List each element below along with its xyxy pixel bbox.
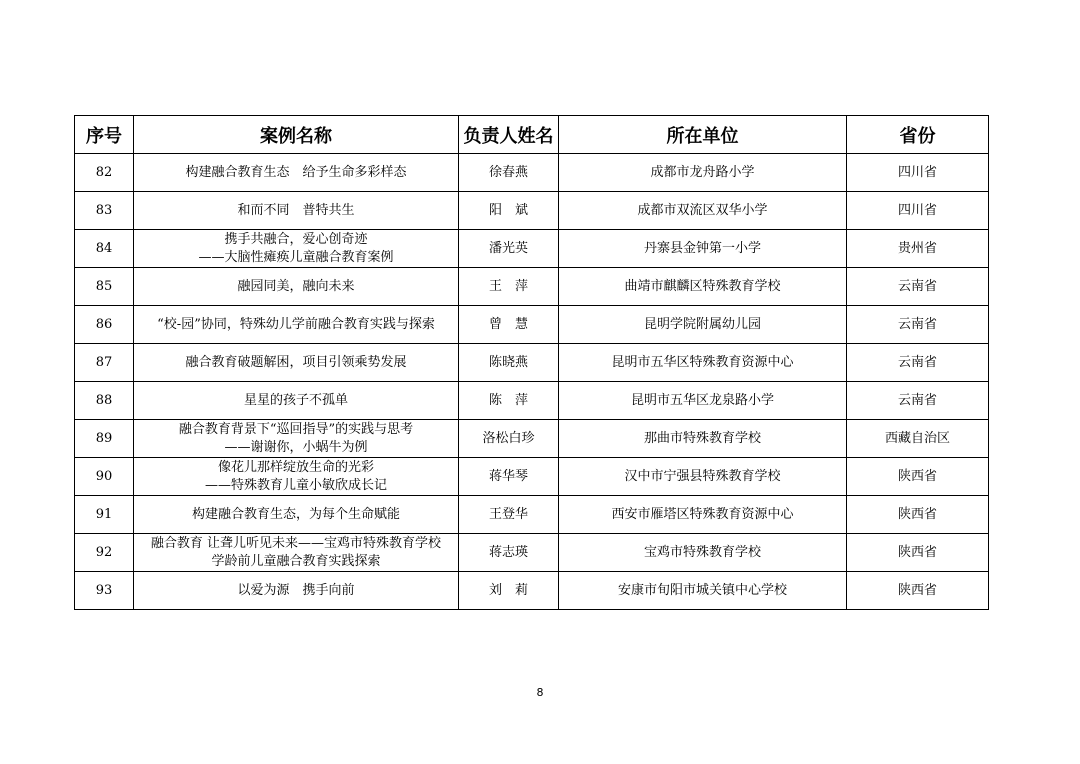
cell-unit: 成都市双流区双华小学	[559, 192, 847, 230]
cell-unit: 昆明市五华区龙泉路小学	[559, 382, 847, 420]
cell-leader: 蒋华琴	[459, 458, 559, 496]
cell-index: 91	[75, 496, 134, 534]
cell-unit: 曲靖市麒麟区特殊教育学校	[559, 268, 847, 306]
cell-unit: 成都市龙舟路小学	[559, 154, 847, 192]
cell-case-name	[134, 154, 459, 192]
cell-province: 云南省	[847, 306, 989, 344]
table-row	[75, 420, 989, 458]
header-unit: 所在单位	[559, 116, 847, 154]
cell-province: 陕西省	[847, 572, 989, 610]
cell-unit: 安康市旬阳市城关镇中心学校	[559, 572, 847, 610]
case-name-line: ——谢谢你，小蜗牛为例	[224, 439, 368, 455]
table-row	[75, 268, 989, 306]
cell-province: 西藏自治区	[847, 420, 989, 458]
cell-leader: 曾 慧	[459, 306, 559, 344]
cell-case-name	[134, 230, 459, 268]
cell-leader: 陈 萍	[459, 382, 559, 420]
cell-case-name	[134, 420, 459, 458]
case-name-line: 星星的孩子不孤单	[243, 392, 348, 408]
cell-leader: 徐春燕	[459, 154, 559, 192]
cell-unit: 丹寨县金钟第一小学	[559, 230, 847, 268]
case-name-line: 融合教育破题解困，项目引领乘势发展	[185, 354, 407, 370]
cell-index: 83	[75, 192, 134, 230]
cell-unit: 汉中市宁强县特殊教育学校	[559, 458, 847, 496]
cell-index: 92	[75, 534, 134, 572]
table-row	[75, 534, 989, 572]
header-province: 省份	[847, 116, 989, 154]
header-case-name: 案例名称	[134, 116, 459, 154]
cell-index: 89	[75, 420, 134, 458]
cell-unit: 那曲市特殊教育学校	[559, 420, 847, 458]
cell-case-name	[134, 534, 459, 572]
case-name-line: ——大脑性瘫痪儿童融合教育案例	[198, 249, 394, 265]
cell-index: 85	[75, 268, 134, 306]
header-leader: 负责人姓名	[459, 116, 559, 154]
case-name-line: “校-园”协同，特殊幼儿学前融合教育实践与探索	[157, 316, 435, 332]
case-name-line: 携手共融合，爱心创奇迹	[224, 231, 368, 247]
table-body	[75, 154, 989, 610]
cell-leader: 洛松白珍	[459, 420, 559, 458]
cell-leader: 潘光英	[459, 230, 559, 268]
case-name-line: 融园同美，融向未来	[237, 278, 355, 294]
case-name-line: 学龄前儿童融合教育实践探索	[211, 553, 381, 569]
cell-case-name	[134, 382, 459, 420]
cell-unit: 宝鸡市特殊教育学校	[559, 534, 847, 572]
cell-province: 陕西省	[847, 534, 989, 572]
case-name-line: 构建融合教育生态 给予生命多彩样态	[185, 164, 407, 180]
cell-case-name	[134, 268, 459, 306]
cell-province: 陕西省	[847, 496, 989, 534]
cell-case-name	[134, 458, 459, 496]
cell-province: 四川省	[847, 192, 989, 230]
table-row	[75, 458, 989, 496]
cell-province: 四川省	[847, 154, 989, 192]
cell-leader: 阳 斌	[459, 192, 559, 230]
cell-index: 93	[75, 572, 134, 610]
cell-index: 84	[75, 230, 134, 268]
cell-index: 86	[75, 306, 134, 344]
case-name-line: 融合教育背景下“巡回指导”的实践与思考	[178, 421, 414, 437]
cell-leader: 蒋志瑛	[459, 534, 559, 572]
cell-case-name	[134, 306, 459, 344]
cell-leader: 陈晓燕	[459, 344, 559, 382]
cell-province: 云南省	[847, 268, 989, 306]
case-name-line: 和而不同 普特共生	[237, 202, 355, 218]
cell-province: 贵州省	[847, 230, 989, 268]
cell-unit: 西安市雁塔区特殊教育资源中心	[559, 496, 847, 534]
case-name-line: 像花儿那样绽放生命的光彩	[217, 459, 374, 475]
cell-leader: 王登华	[459, 496, 559, 534]
case-name-line: ——特殊教育儿童小敏欣成长记	[204, 477, 387, 493]
cell-case-name	[134, 344, 459, 382]
cell-province: 陕西省	[847, 458, 989, 496]
page-number: 8	[536, 686, 544, 699]
cell-unit: 昆明学院附属幼儿园	[559, 306, 847, 344]
cell-province: 云南省	[847, 344, 989, 382]
cell-index: 87	[75, 344, 134, 382]
table-row	[75, 230, 989, 268]
table-row	[75, 306, 989, 344]
cell-case-name	[134, 192, 459, 230]
case-name-line: 构建融合教育生态，为每个生命赋能	[191, 506, 400, 522]
header-index: 序号	[75, 116, 134, 154]
case-name-line: 以爱为源 携手向前	[237, 582, 355, 598]
table-row	[75, 192, 989, 230]
table-row	[75, 382, 989, 420]
table-row	[75, 154, 989, 192]
cell-unit: 昆明市五华区特殊教育资源中心	[559, 344, 847, 382]
table-header-row	[75, 116, 989, 154]
table-row	[75, 344, 989, 382]
cell-index: 90	[75, 458, 134, 496]
cell-index: 88	[75, 382, 134, 420]
cell-index: 82	[75, 154, 134, 192]
cell-case-name	[134, 496, 459, 534]
cell-leader: 刘 莉	[459, 572, 559, 610]
table-row	[75, 496, 989, 534]
cell-province: 云南省	[847, 382, 989, 420]
table-row	[75, 572, 989, 610]
case-name-line: 融合教育 让聋儿听见未来——宝鸡市特殊教育学校	[150, 535, 442, 551]
cell-leader: 王 萍	[459, 268, 559, 306]
cell-case-name	[134, 572, 459, 610]
case-list-table	[74, 115, 989, 610]
